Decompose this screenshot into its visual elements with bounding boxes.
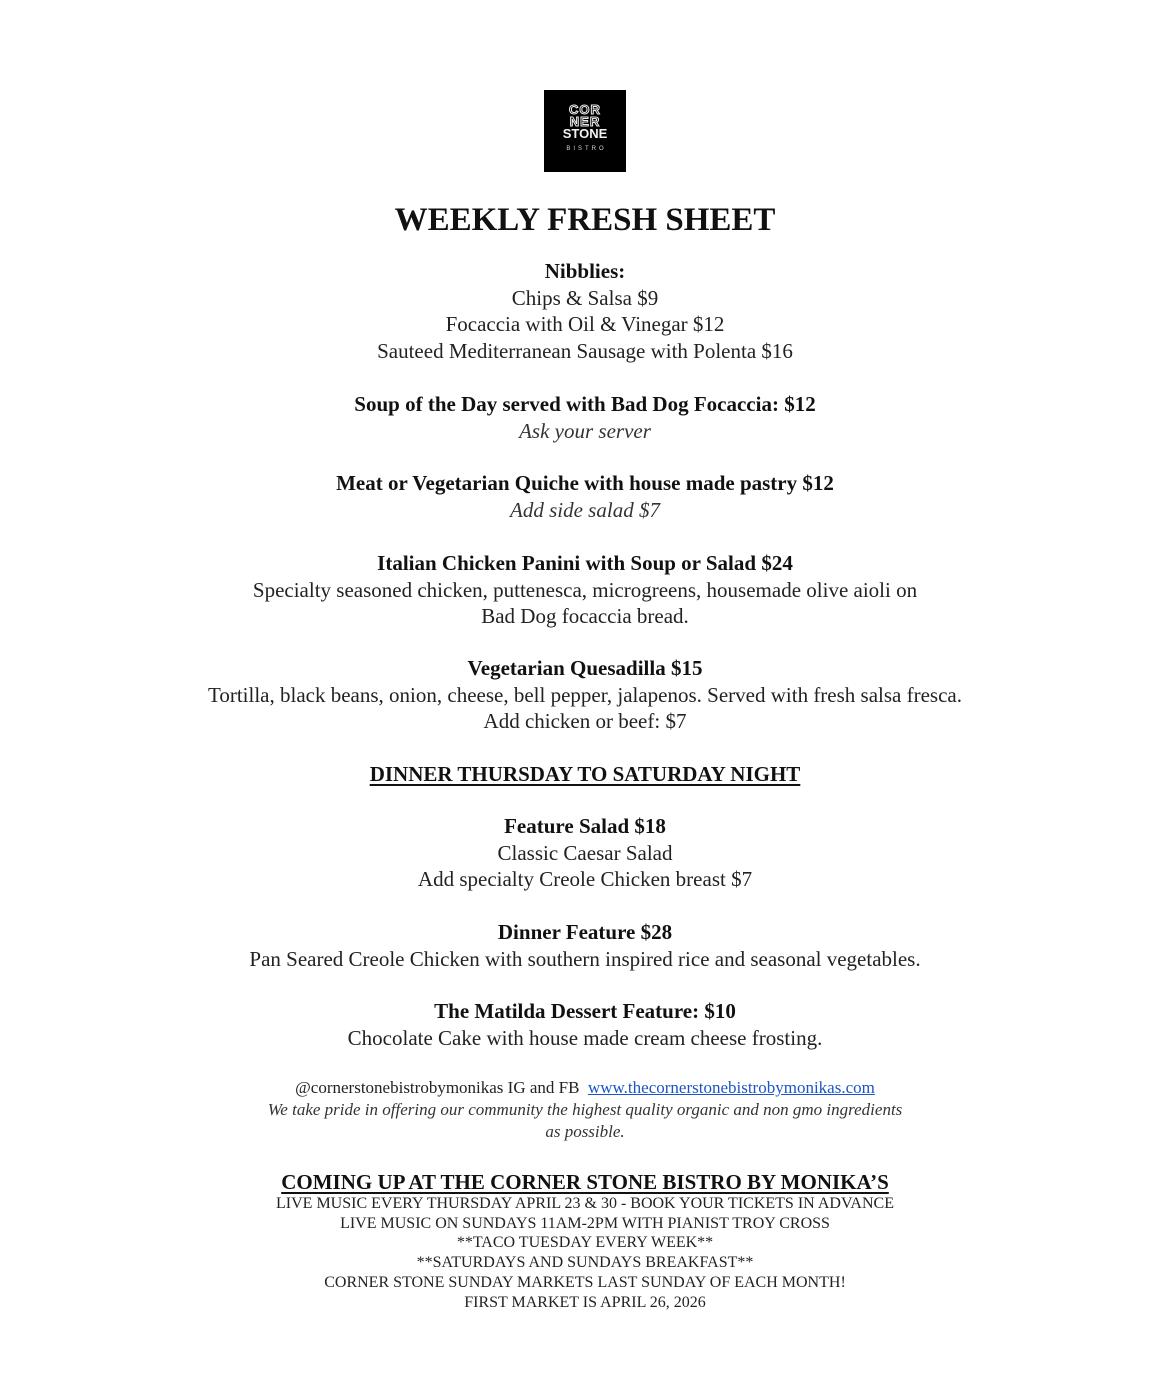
logo-line-1: COR xyxy=(569,102,601,117)
quiche-note: Add side salad $7 xyxy=(510,497,660,522)
social-line xyxy=(0,1077,1170,1099)
pride-statement: We take pride in offering our community the highest quality organic and non gmo ingredients xyxy=(267,1100,903,1119)
dessert-section xyxy=(0,998,1170,1051)
cornerstone-logo xyxy=(544,90,626,172)
quiche-heading: Meat or Vegetarian Quiche with house made pastry $12 xyxy=(336,471,834,495)
social-handle: @cornerstonebistrobymonikas IG and FB xyxy=(295,1078,580,1097)
panini-section xyxy=(0,550,1170,630)
nibblies-heading: Nibblies: xyxy=(544,259,626,283)
dinner-feature-description: Pan Seared Creole Chicken with southern inspired rice and seasonal vegetables. xyxy=(249,946,921,971)
website-link[interactable]: www.thecornerstonebistrobymonikas.com xyxy=(587,1078,875,1097)
dinner-section-heading xyxy=(0,761,1170,788)
dessert-heading: The Matilda Dessert Feature: $10 xyxy=(434,999,736,1023)
panini-description: Bad Dog focaccia bread. xyxy=(481,604,689,628)
quesadilla-section xyxy=(0,655,1170,735)
logo-line-2: NER xyxy=(569,114,601,129)
soup-note: Ask your server xyxy=(519,418,651,443)
event-line: LIVE MUSIC ON SUNDAYS 11AM-2PM WITH PIANIST TROY CROSS xyxy=(340,1214,830,1232)
coming-up-section xyxy=(0,1170,1170,1312)
page-title: WEEKLY FRESH SHEET xyxy=(394,202,776,238)
pride-statement-cont: as possible. xyxy=(545,1122,625,1141)
dessert-description: Chocolate Cake with house made cream cheese frosting. xyxy=(347,1025,823,1050)
feature-salad-addon: Add specialty Creole Chicken breast $7 xyxy=(417,867,753,891)
event-line: **SATURDAYS AND SUNDAYS BREAKFAST** xyxy=(416,1254,754,1272)
event-line: LIVE MUSIC EVERY THURSDAY APRIL 23 & 30 - BOOK YOUR TICKETS IN ADVANCE xyxy=(276,1195,894,1212)
feature-salad-section xyxy=(0,813,1170,893)
quesadilla-heading: Vegetarian Quesadilla $15 xyxy=(467,656,703,680)
event-line: CORNER STONE SUNDAY MARKETS LAST SUNDAY OF EACH MONTH! xyxy=(324,1273,846,1291)
feature-salad-description: Classic Caesar Salad xyxy=(497,840,673,865)
event-line: FIRST MARKET IS APRIL 26, 2026 xyxy=(464,1293,706,1311)
panini-heading: Italian Chicken Panini with Soup or Salad $24 xyxy=(377,551,793,575)
quiche-section xyxy=(0,470,1170,523)
soup-section xyxy=(0,391,1170,444)
dinner-heading: DINNER THURSDAY TO SATURDAY NIGHT xyxy=(369,762,801,786)
social-section xyxy=(0,1077,1170,1143)
nibblies-item: Chips & Salsa $9 xyxy=(511,285,659,310)
logo-line-3: STONE xyxy=(562,126,608,141)
event-line: **TACO TUESDAY EVERY WEEK** xyxy=(456,1234,714,1252)
nibblies-section xyxy=(0,258,1170,364)
quesadilla-description: Tortilla, black beans, onion, cheese, bell pepper, jalapenos. Served with fresh salsa fresca. xyxy=(207,682,962,707)
panini-description: Specialty seasoned chicken, puttenesca, microgreens, housemade olive aioli on xyxy=(252,577,918,602)
nibblies-item: Sauteed Mediterranean Sausage with Polenta $16 xyxy=(377,338,793,363)
nibblies-item: Focaccia with Oil & Vinegar $12 xyxy=(445,312,725,336)
coming-up-heading: COMING UP AT THE CORNER STONE BISTRO BY MONIKA’S xyxy=(281,1170,889,1194)
quesadilla-addon: Add chicken or beef: $7 xyxy=(483,709,687,733)
dinner-feature-heading: Dinner Feature $28 xyxy=(497,920,673,944)
feature-salad-heading: Feature Salad $18 xyxy=(504,814,666,838)
soup-heading: Soup of the Day served with Bad Dog Focaccia: $12 xyxy=(354,392,816,416)
logo-subtitle: BISTRO xyxy=(566,146,607,152)
dinner-feature-section xyxy=(0,919,1170,972)
